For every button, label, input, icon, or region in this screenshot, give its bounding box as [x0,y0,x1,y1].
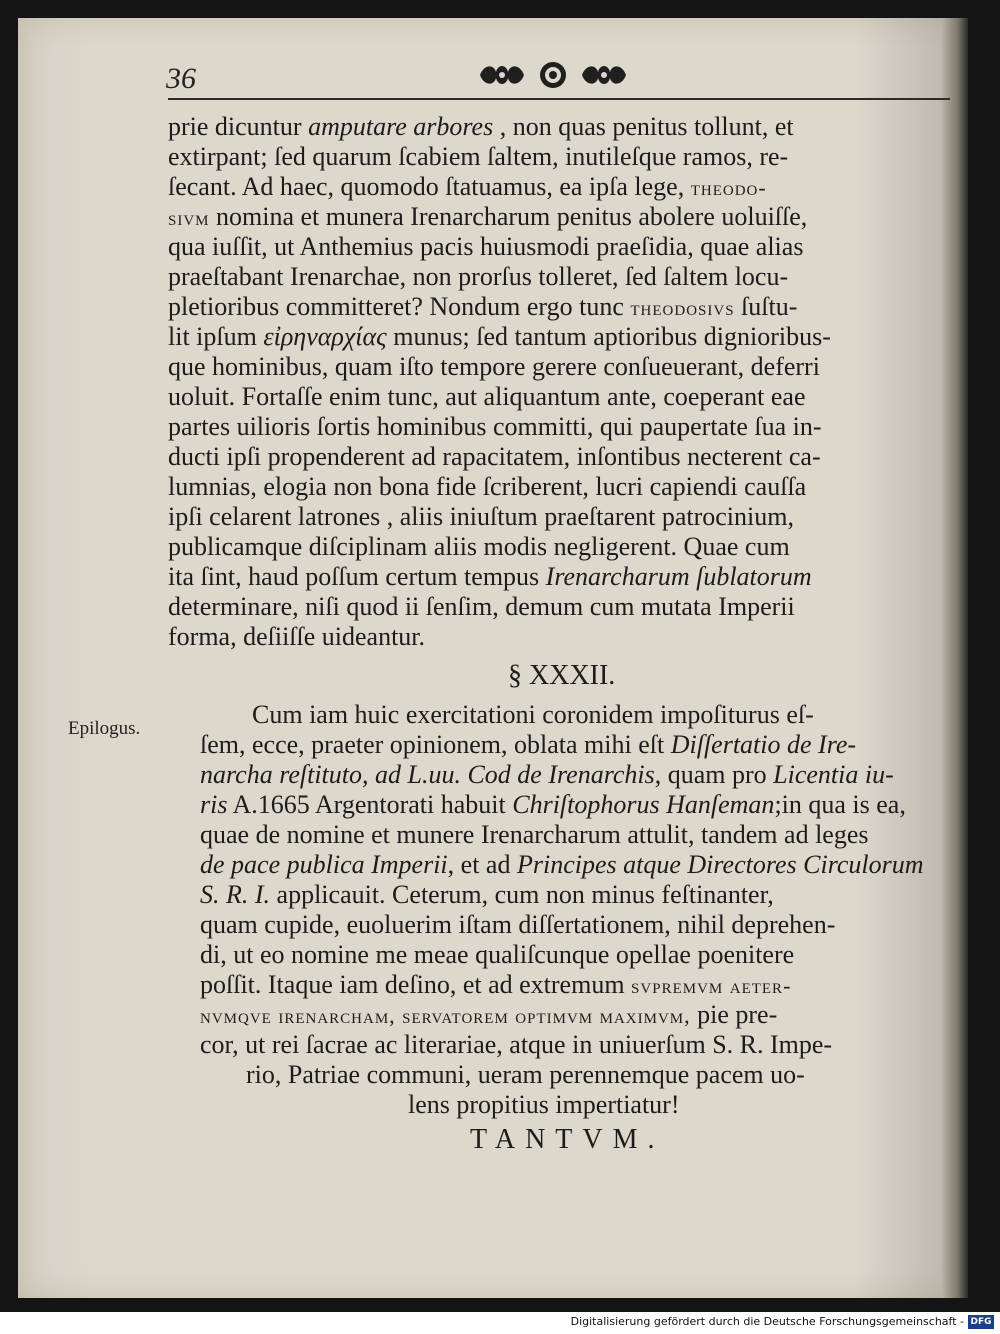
section-heading: § XXXII. [508,660,616,691]
text-italic: narcha reſtituto, ad L.uu. Cod de Irenarchis [200,760,655,789]
text-italic: S. R. I. [200,880,271,909]
text-italic: Licentia iu- [773,760,894,789]
text-run: , quam pro [654,760,774,789]
text-italic: Irenarcharum ſublatorum [545,562,812,591]
text-run: ſuſtu- [734,292,798,321]
text-line [200,790,906,820]
text-run: lit ipſum [168,322,264,351]
text-line: praeſtabant Irenarchae, non prorſus tolleret, ſed ſaltem locu- [168,262,789,291]
text-line: Cum iam huic exercitationi coronidem impoſiturus eſ- [252,700,814,729]
page-number: 36 [166,62,196,95]
text-line: rio, Patriae communi, ueram perennemque pacem uo- [246,1060,805,1089]
text-run: A.1665 Argentorati habuit [227,790,513,819]
text-run: munus; ſed tantum aptioribus dignioribus- [386,322,831,351]
text-run: pie pre- [690,1000,778,1029]
text-line: ipſi celarent latrones , aliis iniuſtum praeſtarent patrocinium, [168,502,794,531]
text-run: pletioribus committeret? Nondum ergo tunc [168,292,631,321]
text-line: que hominibus, quam iſto tempore gerere conſueuerant, deferri [168,352,820,381]
text-line [200,760,894,790]
text-run: poſſit. Itaque iam deſino, et ad extremum [200,970,632,999]
text-smallcaps: theodosivs [630,295,735,320]
text-italic: ris [200,790,228,819]
footer-bar [0,1312,1000,1334]
closing-word: TANTVM. [470,1124,665,1155]
text-line: ducti ipſi propenderent ad rapacitatem, inſontibus necterent ca- [168,442,821,471]
text-line: di, ut eo nomine me meae qualiſcunque opellae poenitere [200,940,795,969]
text-line: quam cupide, euoluerim iſtam diſſertationem, nihil deprehen- [200,910,836,939]
margin-note: Epilogus. [68,718,141,739]
text-line [200,970,791,1001]
book-page [18,18,968,1298]
text-italic: Principes atque Directores Circulorum [516,850,924,879]
text-smallcaps: theodo- [690,175,767,200]
text-run: , non quas penitus tollunt, et [493,112,794,141]
text-line [200,850,924,880]
text-greek: εἰρηναρχίας [263,322,387,351]
text-line [200,1000,777,1031]
text-line [168,202,807,233]
text-italic: amputare arbores [308,112,494,141]
text-line: determinare, niſi quod ii ſenſim, demum cum mutata Imperii [168,592,795,621]
text-italic: de pace publica Imperii [200,850,448,879]
text-run: prie dicuntur [168,112,309,141]
text-line [168,112,794,142]
text-line: cor, ut rei ſacrae ac literariae, atque in uniuerſum S. R. Impe- [200,1030,833,1059]
text-line [168,292,797,323]
text-line: quae de nomine et munere Irenarcharum attulit, tandem ad leges [200,820,869,849]
text-line: lens propitius impertiatur! [408,1090,680,1119]
text-run: ſem, ecce, praeter opinionem, oblata mihi eſt [200,730,671,759]
text-line: forma, deſiiſſe uideantur. [168,622,426,651]
text-smallcaps: svpremvm aeter- [631,973,792,998]
text-line: partes uilioris ſortis hominibus committi, qui paupertate ſua in- [168,412,822,441]
text-line: extirpant; ſed quarum ſcabiem ſaltem, inutileſque ramos, re- [168,142,789,171]
text-run: applicauit. Ceterum, cum non minus feſtinanter, [270,880,774,909]
text-run: ;in qua is ea, [774,790,906,819]
text-run: ſecant. Ad haec, quomodo ſtatuamus, ea ipſa lege, [168,172,691,201]
text-smallcaps: nvmqve irenarcham, servatorem optimvm maximvm, [200,1003,691,1028]
body-text [18,18,968,1298]
text-line [168,172,767,203]
text-smallcaps: sivm [168,205,210,230]
text-line [168,562,812,592]
text-line: qua iuſſit, ut Anthemius pacis huiusmodi praeſidia, quae alias [168,232,804,261]
text-line [200,730,856,760]
text-run: , et ad [447,850,517,879]
text-italic: Diſſertatio de Ire- [670,730,857,759]
text-italic: Chriſtophorus Hanſeman [512,790,775,819]
text-line [200,880,774,910]
dfg-logo: DFG [968,1315,994,1329]
text-line: uoluit. Fortaſſe enim tunc, aut aliquantum ante, coeperant eae [168,382,806,411]
text-line [168,322,831,352]
text-line: publicamque diſciplinam aliis modis negligerent. Quae cum [168,532,790,561]
text-run: nomina et munera Irenarcharum penitus abolere uoluiſſe, [209,202,808,231]
text-line: lumnias, elogia non bona fide ſcriberent, lucri capiendi cauſſa [168,472,807,501]
text-run: ita ſint, haud poſſum certum tempus [168,562,546,591]
footer-credit: Digitalisierung gefördert durch die Deutsche Forschungsgemeinschaft - [570,1315,964,1328]
